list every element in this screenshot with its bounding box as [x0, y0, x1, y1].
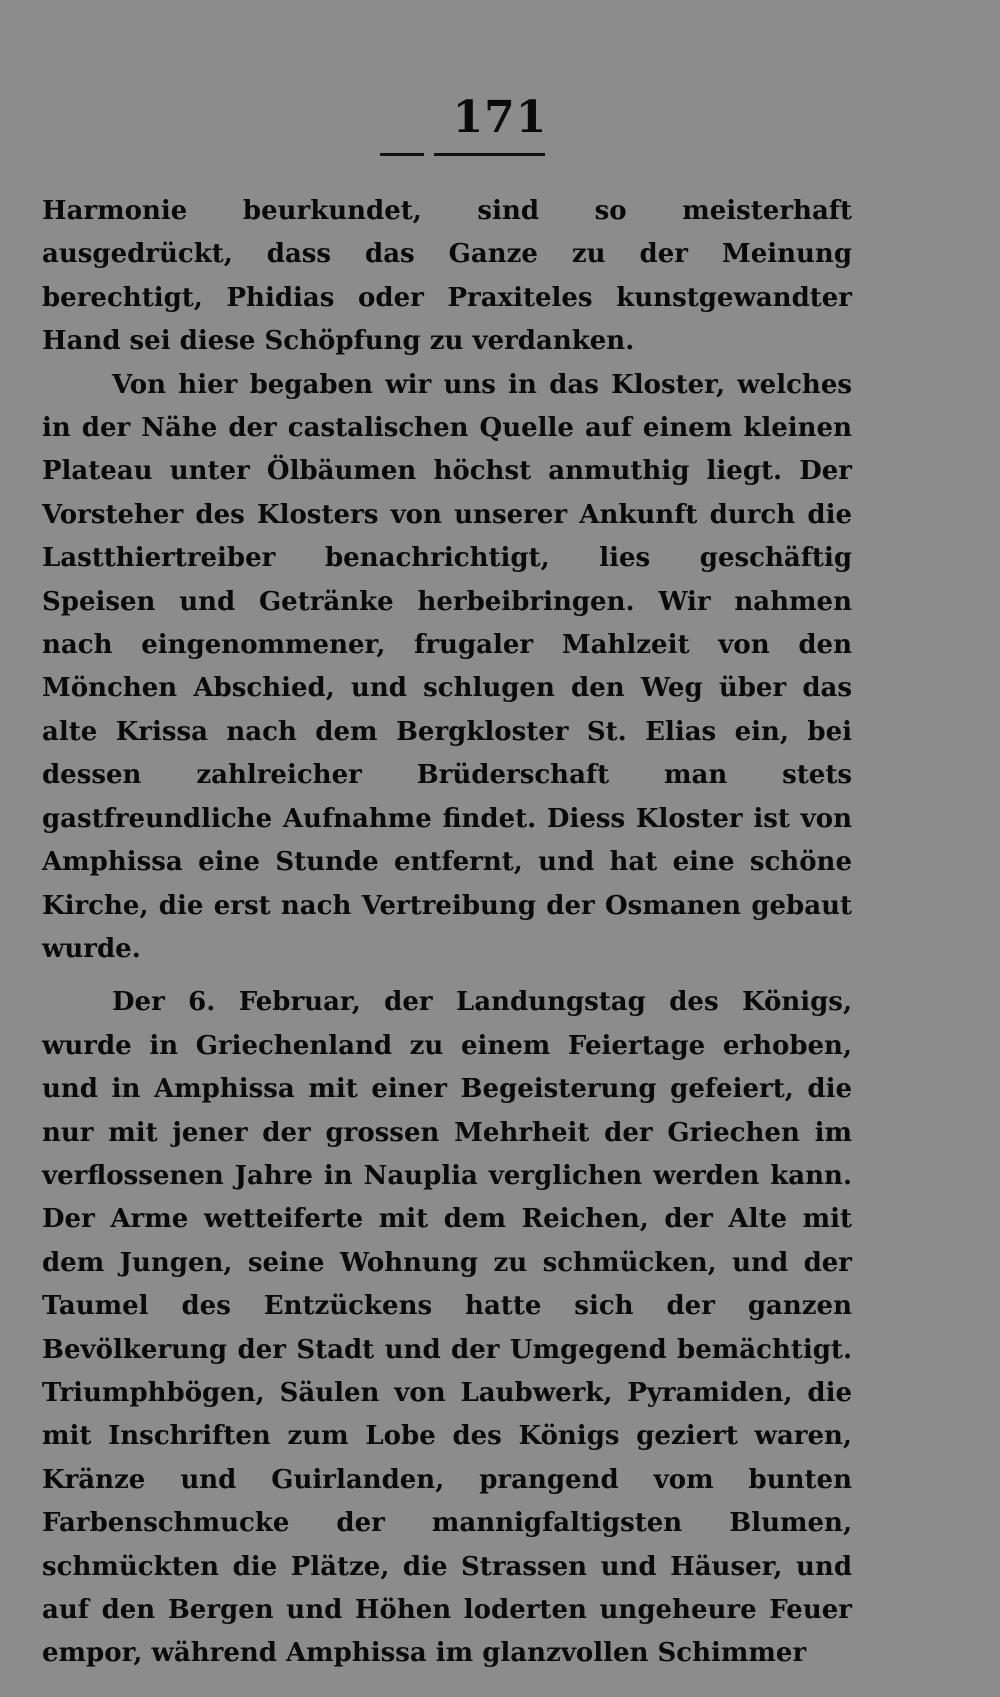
header-rule-gap	[424, 153, 434, 156]
header-rule	[380, 153, 545, 156]
body-text	[42, 190, 852, 1676]
paragraph-3: Der 6. Februar, der Landungstag des Königs, wurde in Griechenland zu einem Feiertage erhoben, und in Amphissa mit einer Begeisterung gefeiert, die nur mit jener der grossen Mehrheit der Griechen im verflossenen Jahre in Nauplia verglichen werden kann. Der Arme wetteiferte mit dem Reichen, der Alte mit dem Jungen, seine Wohnung zu schmücken, und der Taumel des Entzückens hatte sich der ganzen Bevölkerung der Stadt und der Umgegend bemächtigt. Triumphbögen, Säulen von Laubwerk, Pyramiden, die mit Inschriften zum Lobe des Königs geziert waren, Kränze und Guirlanden, prangend vom bunten Farbenschmucke der mannigfaltigsten Blumen, schmückten die Plätze, die Strassen und Häuser, und auf den Bergen und Höhen loderten ungeheure Feuer empor, während Amphissa im glanzvollen Schimmer	[42, 987, 852, 1669]
paragraph-2: Von hier begaben wir uns in das Kloster, welches in der Nähe der castalischen Quelle auf einem kleinen Plateau unter Ölbäumen höchst anmuthig liegt. Der Vorsteher des Klosters von unserer Ankunft durch die Lastthiertreiber benachrichtigt, lies geschäftig Speisen und Getränke herbeibringen. Wir nahmen nach eingenommener, frugaler Mahlzeit von den Mönchen Abschied, und schlugen den Weg über das alte Krissa nach dem Bergkloster St. Elias ein, bei dessen zahlreicher Brüderschaft man stets gastfreundliche Aufnahme findet. Diess Kloster ist von Amphissa eine Stunde entfernt, und hat eine schöne Kirche, die erst nach Vertreibung der Osmanen gebaut wurde.	[42, 369, 852, 964]
page-number: 171	[452, 92, 548, 143]
paragraph-1: Harmonie beurkundet, sind so meisterhaft ausgedrückt, dass das Ganze zu der Meinung berechtigt, Phidias oder Praxiteles kunstgewandter Hand sei diese Schöpfung zu verdanken.	[42, 196, 852, 357]
